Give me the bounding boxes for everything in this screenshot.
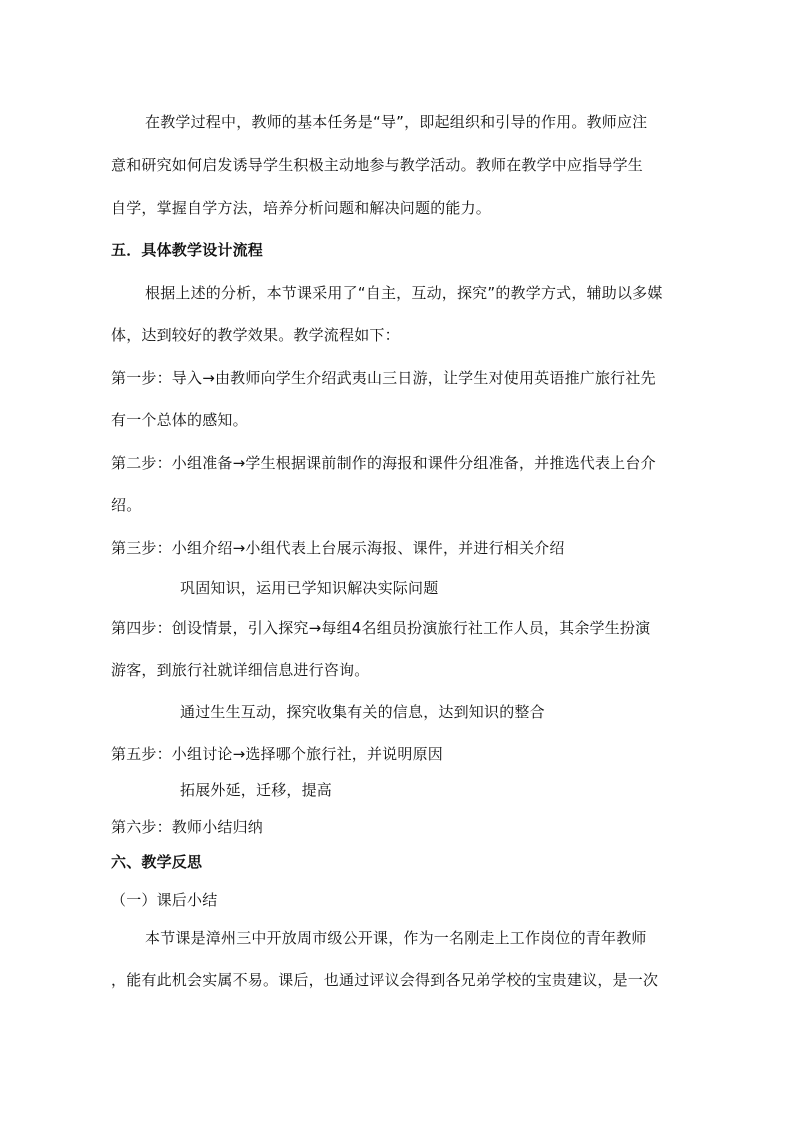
step-4-note: 通过生生互动，探究收集有关的信息，达到知识的整合 [180, 703, 545, 721]
intro-paragraph-line-1: 在教学过程中，教师的基本任务是“导”，即起组织和引导的作用。教师应注 [145, 113, 648, 131]
section-5-heading: 五．具体教学设计流程 [111, 241, 264, 259]
step-5-line-1: 第五步：小组讨论→选择哪个旅行社，并说明原因 [111, 745, 443, 763]
step-4-line-2: 游客，到旅行社就详细信息进行咨询。 [111, 661, 370, 679]
section-6-paragraph-line-2: ，能有此机会实属不易。课后，也通过评议会得到各兄弟学校的宝贵建议，是一次 [111, 971, 659, 989]
step-3-line-1: 第三步：小组介绍→小组代表上台展示海报、课件，并进行相关介绍 [111, 539, 565, 557]
step-5-note: 拓展外延，迁移，提高 [180, 781, 333, 799]
section-6-paragraph-line-1: 本节课是漳州三中开放周市级公开课，作为一名刚走上工作岗位的青年教师 [145, 929, 647, 947]
step-2-line-2: 绍。 [111, 496, 142, 514]
step-4-line-1: 第四步：创设情景，引入探究→每组4名组员扮演旅行社工作人员，其余学生扮演 [111, 619, 651, 637]
section-6-subheading-1: （一）课后小结 [111, 891, 218, 909]
section-5-intro-line-1: 根据上述的分析，本节课采用了“自主，互动，探究”的教学方式，辅助以多媒 [145, 284, 663, 302]
step-6-line-1: 第六步：教师小结归纳 [111, 818, 264, 836]
step-3-note: 巩固知识，运用已学知识解决实际问题 [180, 579, 439, 597]
section-5-intro-line-2: 体，达到较好的教学效果。教学流程如下： [111, 326, 400, 344]
step-1-line-2: 有一个总体的感知。 [111, 411, 248, 429]
intro-paragraph-line-3: 自学，掌握自学方法，培养分析问题和解决问题的能力。 [111, 199, 492, 217]
step-2-line-1: 第二步：小组准备→学生根据课前制作的海报和课件分组准备，并推选代表上台介 [111, 454, 656, 472]
intro-paragraph-line-2: 意和研究如何启发诱导学生积极主动地参与教学活动。教师在教学中应指导学生 [111, 156, 644, 174]
section-6-heading: 六、教学反思 [111, 853, 203, 871]
step-1-line-1: 第一步：导入→由教师向学生介绍武夷山三日游，让学生对使用英语推广旅行社先 [111, 369, 656, 387]
